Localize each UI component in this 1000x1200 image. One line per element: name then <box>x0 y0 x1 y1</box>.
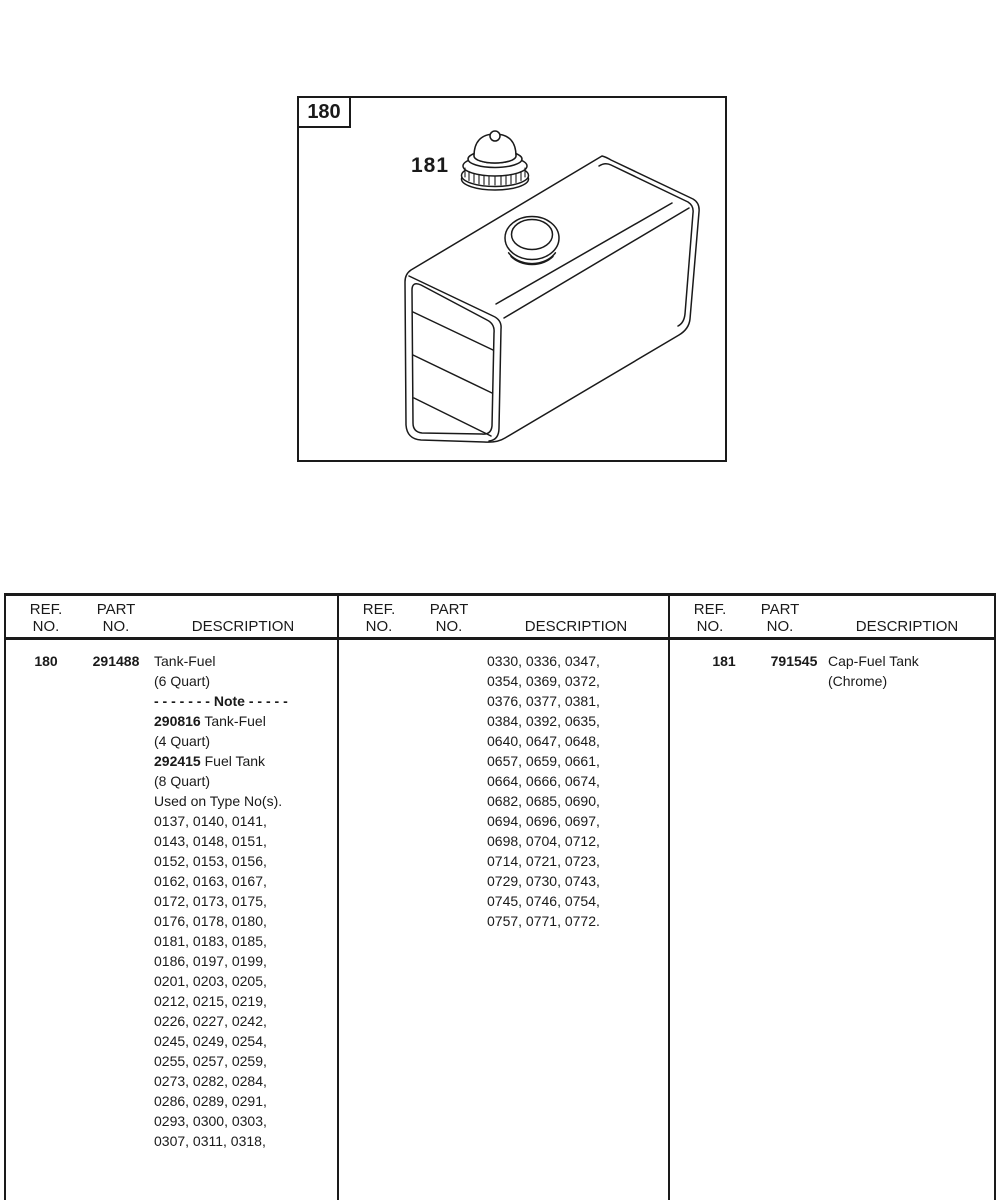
description-line: 0273, 0282, 0284, <box>154 1073 267 1089</box>
fuel-cap-drawing <box>462 131 529 190</box>
header-part-line1: PART <box>760 601 800 618</box>
ref-no-cell: 181 <box>712 653 736 669</box>
header-ref-no <box>18 601 74 635</box>
part-no-cell: 291488 <box>92 653 140 669</box>
description-line: 0640, 0647, 0648, <box>487 733 600 749</box>
description-line: 0757, 0771, 0772. <box>487 913 600 929</box>
header-ref-line2: NO. <box>32 618 60 635</box>
description-line: 0212, 0215, 0219, <box>154 993 267 1009</box>
part-no-cell: 791545 <box>770 653 818 669</box>
description-line: 0682, 0685, 0690, <box>487 793 600 809</box>
description-line: 0694, 0696, 0697, <box>487 813 600 829</box>
parts-column-3 <box>670 596 996 1200</box>
header-part-line2: NO. <box>435 618 463 635</box>
header-part-line2: NO. <box>766 618 794 635</box>
description-line: 0657, 0659, 0661, <box>487 753 600 769</box>
description-line: 0201, 0203, 0205, <box>154 973 267 989</box>
tank-body-drawing <box>405 156 699 442</box>
header-part-line1: PART <box>429 601 469 618</box>
header-part-line2: NO. <box>102 618 130 635</box>
description-line: - - - - - - - Note - - - - - <box>154 693 288 709</box>
parts-column-2 <box>339 596 668 1200</box>
ref-no-cell: 180 <box>34 653 58 669</box>
description-line: (Chrome) <box>828 673 888 689</box>
description-line: 0137, 0140, 0141, <box>154 813 267 829</box>
description-line: 0330, 0336, 0347, <box>487 653 600 669</box>
description-line: 0307, 0311, 0318, <box>154 1133 266 1149</box>
header-ref-line1: REF. <box>29 601 63 618</box>
header-ref-line1: REF. <box>362 601 396 618</box>
description-line: 0729, 0730, 0743, <box>487 873 600 889</box>
header-ref-no <box>682 601 738 635</box>
description-cell <box>828 651 992 691</box>
description-line: 0698, 0704, 0712, <box>487 833 600 849</box>
description-line: 0162, 0163, 0167, <box>154 873 267 889</box>
figure-number: 180 <box>307 100 341 123</box>
description-line: 0186, 0197, 0199, <box>154 953 267 969</box>
description-line: 290816 Tank-Fuel <box>154 713 266 729</box>
header-part-no <box>413 601 485 635</box>
description-line: 0293, 0300, 0303, <box>154 1113 267 1129</box>
description-line: 0745, 0746, 0754, <box>487 893 600 909</box>
header-ref-line2: NO. <box>365 618 393 635</box>
header-ref-line2: NO. <box>696 618 724 635</box>
header-part-line1: PART <box>96 601 136 618</box>
description-line: Used on Type No(s). <box>154 793 283 809</box>
description-line: 0226, 0227, 0242, <box>154 1013 267 1029</box>
description-line: 0245, 0249, 0254, <box>154 1033 267 1049</box>
description-line: 0181, 0183, 0185, <box>154 933 267 949</box>
parts-table <box>4 593 996 1200</box>
figure-frame <box>297 96 727 462</box>
description-line: 0255, 0257, 0259, <box>154 1053 267 1069</box>
description-line: 0286, 0289, 0291, <box>154 1093 267 1109</box>
description-line: 0152, 0153, 0156, <box>154 853 267 869</box>
header-description: DESCRIPTION <box>191 618 295 635</box>
parts-column-1 <box>6 596 337 1200</box>
header-part-no <box>744 601 816 635</box>
description-line: 0376, 0377, 0381, <box>487 693 600 709</box>
description-line: 0176, 0178, 0180, <box>154 913 267 929</box>
header-description: DESCRIPTION <box>855 618 959 635</box>
header-description: DESCRIPTION <box>524 618 628 635</box>
figure-number-badge <box>297 96 351 128</box>
description-line: 0143, 0148, 0151, <box>154 833 267 849</box>
description-line: 0664, 0666, 0674, <box>487 773 600 789</box>
description-line: 0354, 0369, 0372, <box>487 673 600 689</box>
description-line: (4 Quart) <box>154 733 211 749</box>
description-cell <box>154 651 333 1151</box>
part-callout-label: 181 <box>411 154 450 177</box>
part-callout-181 <box>411 154 449 178</box>
description-cell <box>487 651 664 931</box>
description-line: 0172, 0173, 0175, <box>154 893 267 909</box>
description-line: 0384, 0392, 0635, <box>487 713 600 729</box>
description-line: Tank-Fuel <box>154 653 216 669</box>
fuel-tank-drawing <box>299 98 725 460</box>
description-line: 0714, 0721, 0723, <box>487 853 600 869</box>
header-ref-no <box>351 601 407 635</box>
description-line: (6 Quart) <box>154 673 211 689</box>
description-line: 292415 Fuel Tank <box>154 753 266 769</box>
header-ref-line1: REF. <box>693 601 727 618</box>
description-line: (8 Quart) <box>154 773 211 789</box>
header-part-no <box>80 601 152 635</box>
description-line: Cap-Fuel Tank <box>828 653 919 669</box>
